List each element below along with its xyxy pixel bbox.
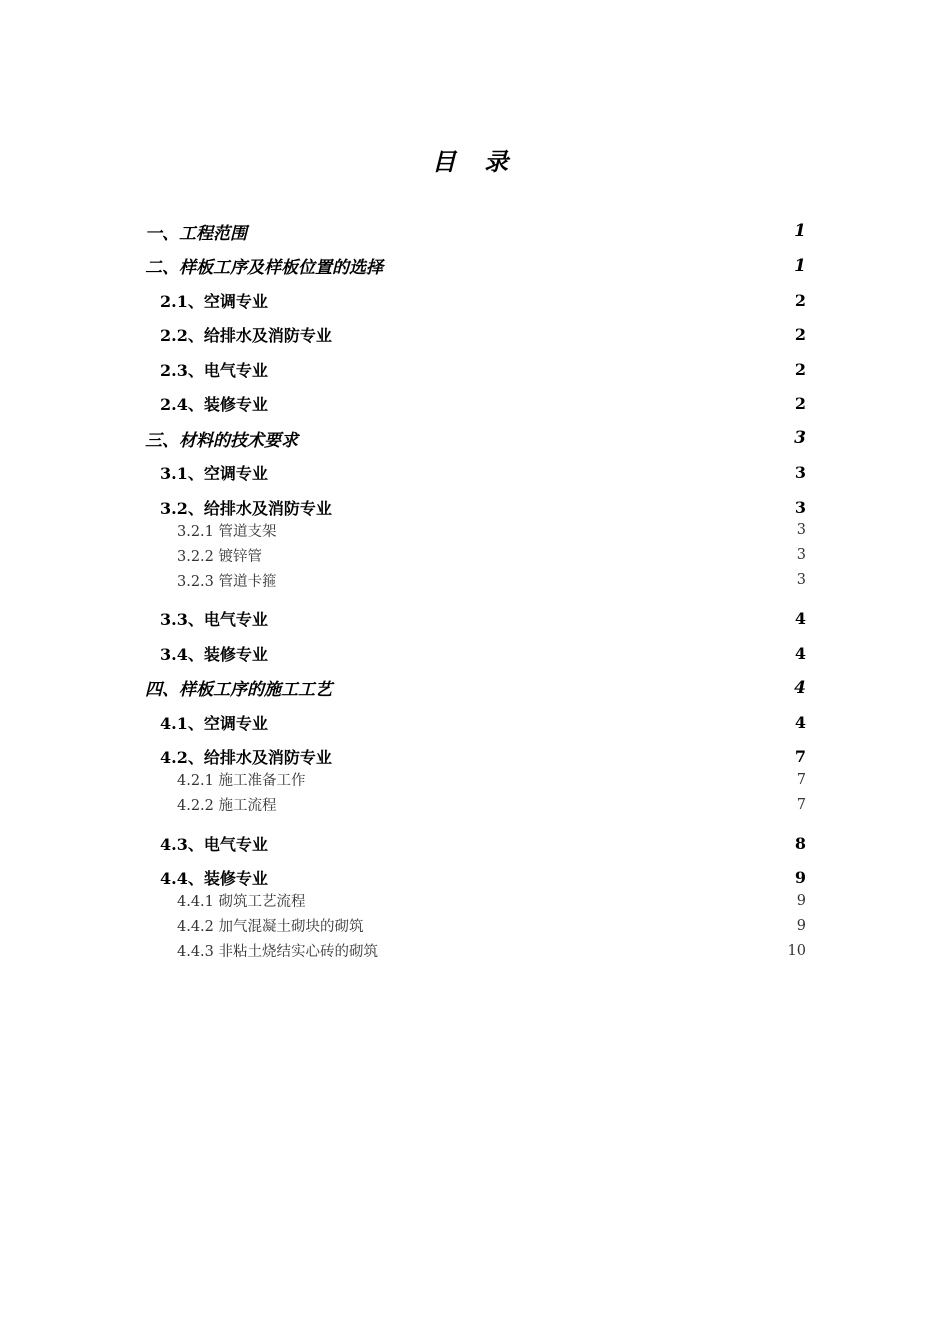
toc-entry-label: 4.3、电气专业 bbox=[160, 834, 268, 854]
toc-entry[interactable] bbox=[145, 352, 806, 387]
toc-entry-page: 3 bbox=[796, 572, 806, 588]
toc-entry-page: 1 bbox=[794, 255, 806, 276]
toc-entry-label: 三、材料的技术要求 bbox=[145, 430, 298, 451]
toc-entry-page: 2 bbox=[794, 359, 806, 379]
toc-entry[interactable] bbox=[145, 636, 806, 671]
toc-entry-page: 9 bbox=[796, 892, 806, 909]
toc-entry-page: 4 bbox=[794, 677, 806, 698]
toc-entry[interactable] bbox=[145, 214, 806, 249]
toc-entry-label: 3.2、给排水及消防专业 bbox=[160, 498, 332, 518]
toc-entry-label: 2.2、给排水及消防专业 bbox=[160, 326, 332, 346]
toc-entry-label: 2.4、装修专业 bbox=[160, 395, 268, 415]
toc-entry-label: 4.2.2 施工流程 bbox=[177, 798, 277, 814]
toc-entry[interactable] bbox=[145, 318, 806, 353]
toc-entry[interactable] bbox=[145, 767, 806, 792]
toc-entry-label: 3.2.1 管道支架 bbox=[177, 523, 277, 540]
toc-entry[interactable] bbox=[145, 283, 806, 318]
toc-entry-page: 8 bbox=[794, 833, 806, 853]
toc-entry[interactable] bbox=[145, 913, 806, 938]
toc-entry-label: 4.4.3 非粘土烧结实心砖的砌筑 bbox=[177, 944, 379, 960]
toc-entry-label: 四、样板工序的施工工艺 bbox=[145, 680, 332, 701]
toc-entry-label: 2.3、电气专业 bbox=[160, 360, 268, 380]
toc-entry-label: 一、工程范围 bbox=[145, 223, 247, 244]
toc-entry[interactable] bbox=[145, 602, 806, 637]
toc-entry-page: 2 bbox=[794, 394, 806, 414]
toc-entry[interactable] bbox=[145, 518, 806, 543]
toc-entry[interactable] bbox=[145, 888, 806, 913]
toc-entry[interactable] bbox=[145, 249, 806, 284]
toc-entry[interactable] bbox=[145, 671, 806, 706]
toc-entry-page: 9 bbox=[794, 868, 806, 888]
toc-entry-label: 3.4、装修专业 bbox=[160, 644, 268, 664]
toc-entry-label: 二、样板工序及样板位置的选择 bbox=[145, 258, 383, 279]
toc-entry-page: 4 bbox=[794, 712, 806, 732]
toc-title: 目 录 bbox=[431, 147, 519, 176]
toc-list bbox=[145, 214, 806, 963]
toc-entry-label: 2.1、空调专业 bbox=[160, 291, 268, 311]
toc-entry-page: 2 bbox=[794, 325, 806, 345]
toc-entry-label: 4.2.1 施工准备工作 bbox=[177, 773, 306, 789]
toc-entry-label: 4.2、给排水及消防专业 bbox=[160, 748, 332, 768]
toc-entry-label: 4.1、空调专业 bbox=[160, 713, 268, 733]
toc-entry[interactable] bbox=[145, 792, 806, 817]
toc-entry[interactable] bbox=[145, 543, 806, 568]
toc-entry-page: 3 bbox=[794, 463, 806, 483]
toc-entry-page: 9 bbox=[796, 917, 806, 934]
toc-entry-page: 10 bbox=[787, 942, 806, 959]
toc-entry-label: 3.3、电气专业 bbox=[160, 610, 268, 630]
toc-entry[interactable] bbox=[145, 826, 806, 861]
toc-entry-page: 4 bbox=[794, 643, 806, 663]
toc-entry-label: 3.2.2 镀锌管 bbox=[177, 548, 263, 565]
toc-entry[interactable] bbox=[145, 938, 806, 963]
toc-entry[interactable] bbox=[145, 387, 806, 422]
toc-entry-page: 3 bbox=[794, 428, 806, 449]
toc-entry[interactable] bbox=[145, 568, 806, 593]
toc-entry-label: 4.4.1 砌筑工艺流程 bbox=[177, 894, 306, 910]
toc-entry-page: 4 bbox=[794, 609, 806, 629]
toc-entry-page: 3 bbox=[794, 497, 806, 517]
toc-entry-label: 4.4.2 加气混凝土砌块的砌筑 bbox=[177, 919, 364, 935]
toc-entry-page: 7 bbox=[794, 747, 806, 767]
toc-entry-page: 2 bbox=[794, 290, 806, 310]
toc-entry-page: 1 bbox=[794, 221, 806, 242]
toc-entry-page: 3 bbox=[796, 522, 806, 538]
toc-entry-page: 3 bbox=[796, 547, 806, 563]
toc-entry[interactable] bbox=[145, 421, 806, 456]
toc-entry-label: 3.1、空调专业 bbox=[160, 464, 268, 484]
toc-entry-page: 7 bbox=[796, 796, 806, 813]
toc-entry-page: 7 bbox=[796, 771, 806, 788]
toc-entry[interactable] bbox=[145, 705, 806, 740]
toc-entry-label: 3.2.3 管道卡箍 bbox=[177, 573, 277, 590]
toc-entry-label: 4.4、装修专业 bbox=[160, 869, 268, 889]
toc-entry[interactable] bbox=[145, 456, 806, 491]
